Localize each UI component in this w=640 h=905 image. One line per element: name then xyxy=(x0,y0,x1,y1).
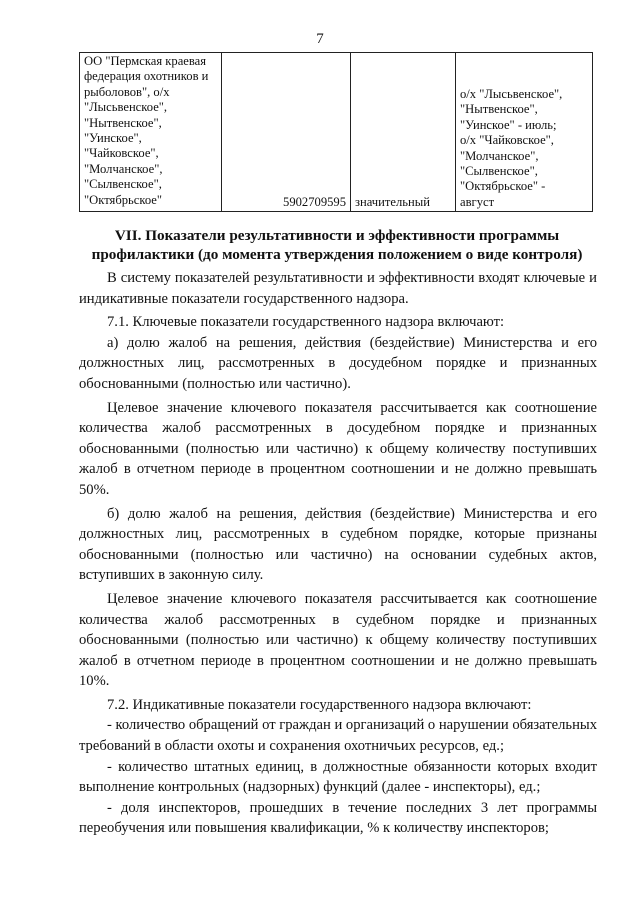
paragraph: - количество штатных единиц, в должностные обязанности которых входит выполнение контрольных (надзорных) функций (далее - инспекторы), ед.; xyxy=(79,758,597,796)
paragraph: а) долю жалоб на решения, действия (бездействие) Министерства и его должностных лиц, рассмотренных в досудебном порядке и признанных обоснованными (полностью или частично). xyxy=(79,334,597,392)
section-title: VII. Показатели результативности и эффективности программы профилактики (до момента утверждения положением о виде контроля) xyxy=(91,227,583,263)
organization-line: "Нытвенское", xyxy=(84,115,162,130)
continued-table xyxy=(79,52,593,212)
organization-line: ОО "Пермская краевая xyxy=(84,54,207,68)
organization-cell xyxy=(80,53,222,212)
schedule-line: "Октябрьское" - xyxy=(460,179,546,194)
paragraph: - количество обращений от граждан и организаций о нарушении обязательных требований в области охоты и сохранения охотничьих ресурсов, ед.; xyxy=(79,717,597,755)
paragraph: В систему показателей результативности и эффективности входят ключевые и индикативные показатели государственного надзора. xyxy=(79,270,597,307)
organization-line: "Чайковское", xyxy=(84,146,159,161)
schedule-line: август xyxy=(460,194,495,209)
schedule-line: "Молчанское", xyxy=(460,148,539,163)
organization-line: "Молчанское", xyxy=(84,161,163,176)
organization-line: "Сылвенское", xyxy=(84,177,162,192)
schedule-cell xyxy=(456,53,593,212)
paragraph: б) долю жалоб на решения, действия (бездействие) Министерства и его должностных лиц, рассмотренных в судебном порядке, которые признаны обоснованными (полностью или частично) на основании судебных актов, вступивших в законную силу. xyxy=(79,505,597,584)
organization-line: "Уинское", xyxy=(84,131,142,146)
schedule-line: о/х "Лысьвенское", xyxy=(460,87,563,101)
organization-line: рыболовов", о/х xyxy=(84,84,170,99)
section-body xyxy=(79,268,597,839)
paragraph: - доля инспекторов, прошедших в течение последних 3 лет программы переобучения или повышения квалификации, % к количеству инспекторов; xyxy=(79,799,597,837)
schedule-line: о/х "Чайковское", xyxy=(460,133,554,148)
schedule-line: "Уинское" - июль; xyxy=(460,117,557,132)
organization-line: федерация охотников и xyxy=(84,69,209,84)
paragraph: 7.1. Ключевые показатели государственного надзора включают: xyxy=(107,314,505,331)
risk-category-cell: значительный xyxy=(351,53,456,212)
organization-line: "Октябрьское" xyxy=(84,192,163,207)
table-row xyxy=(80,53,593,212)
schedule-line: "Сылвенское", xyxy=(460,164,538,179)
organization-line: "Лысьвенское", xyxy=(84,100,168,115)
page-number: 7 xyxy=(316,31,324,47)
paragraph: Целевое значение ключевого показателя рассчитывается как соотношение количества жалоб рассмотренных в досудебном порядке и признанных обоснованными (полностью или частично) к общему количеству поступивших жалоб в отчетном периоде в процентном соотношении и не должно превышать 50%. xyxy=(79,399,597,498)
schedule-line: "Нытвенское", xyxy=(460,102,538,117)
paragraph: Целевое значение ключевого показателя рассчитывается как соотношение количества жалоб рассмотренных в судебном порядке и признанных обоснованными (полностью или частично) к общему количеству поступивших жалоб в отчетном периоде в процентном соотношении и не должно превышать 10%. xyxy=(79,590,597,690)
paragraph: 7.2. Индикативные показатели государственного надзора включают: xyxy=(107,696,532,713)
inn-cell: 5902709595 xyxy=(222,53,351,212)
